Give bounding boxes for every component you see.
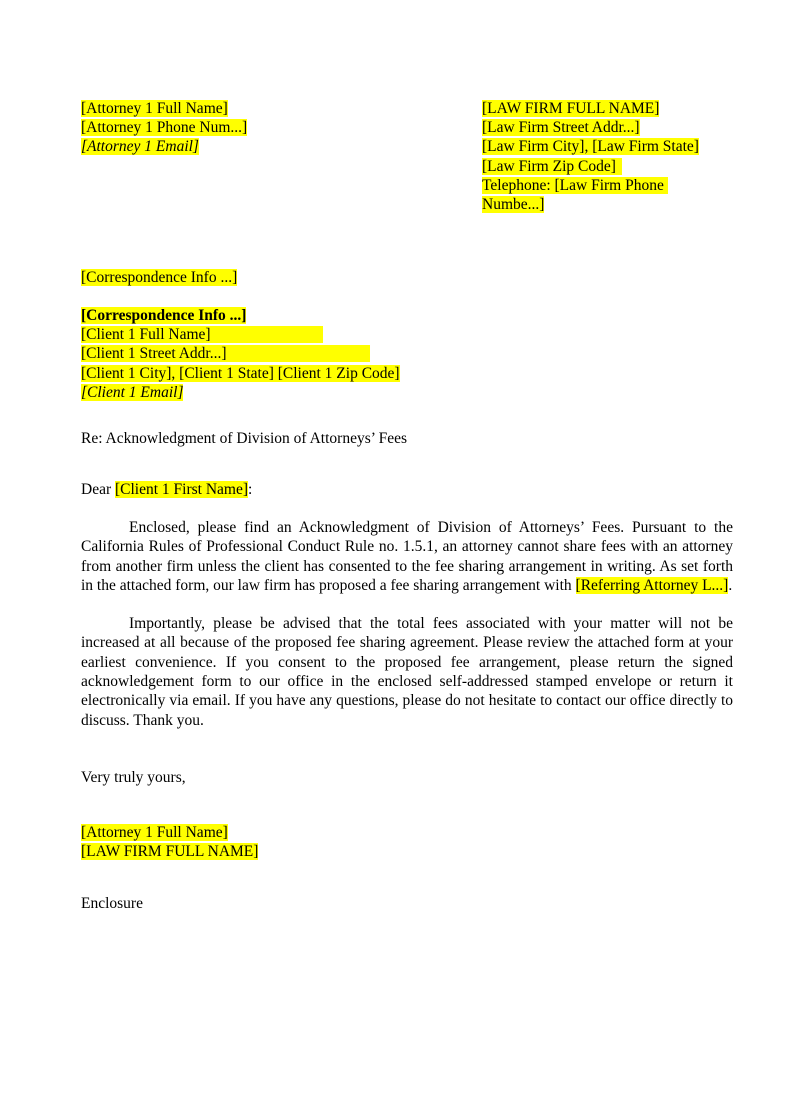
subject-line (81, 429, 407, 448)
correspondence-date-line (81, 268, 237, 287)
firm-telephone-field-part2: Numbe...] (482, 196, 545, 214)
enclosure-note: Enclosure (81, 895, 143, 912)
firm-zip-field: [Law Firm Zip Code] (482, 158, 622, 175)
salutation-punctuation: : (248, 481, 253, 498)
body-paragraph-1-text-b: . (728, 576, 733, 594)
firm-address-block (482, 99, 717, 214)
client-email-line (81, 383, 501, 402)
attorney-phone-line (81, 118, 421, 137)
letter-body (81, 518, 733, 730)
client-street-field: [Client 1 Street Addr...] (81, 345, 370, 362)
attorney-contact-block (81, 99, 421, 157)
client-first-name-field: [Client 1 First Name] (115, 481, 249, 498)
attorney-email-line (81, 137, 421, 156)
firm-city-state-line (482, 137, 717, 156)
correspondence-delivery-line (81, 306, 501, 325)
client-name-line (81, 325, 501, 344)
signer-firm-line (81, 842, 258, 861)
subject-label: Re: (81, 430, 106, 447)
firm-full-name-field: [LAW FIRM FULL NAME] (482, 100, 660, 117)
valediction-line: Very truly yours, (81, 769, 186, 786)
signer-firm-name-field: [LAW FIRM FULL NAME] (81, 843, 259, 861)
attorney-email-field: [Attorney 1 Email] (81, 138, 199, 156)
firm-city-state-field: [Law Firm City], [Law Firm State] (482, 138, 699, 156)
correspondence-delivery-field: [Correspondence Info ...] (81, 307, 247, 324)
signature-block (81, 823, 258, 861)
client-city-state-zip-field: [Client 1 City], [Client 1 State] [Client 1 Zip Code] (81, 364, 400, 382)
recipient-address-block (81, 306, 501, 402)
attorney-full-name-field: [Attorney 1 Full Name] (81, 100, 228, 117)
signer-attorney-name-field: [Attorney 1 Full Name] (81, 824, 228, 841)
referring-attorney-field: [Referring Attorney L...] (575, 576, 729, 594)
attorney-phone-field: [Attorney 1 Phone Num...] (81, 119, 248, 137)
firm-zip-line (482, 157, 717, 176)
client-email-field: [Client 1 Email] (81, 383, 184, 401)
subject-text: Acknowledgment of Division of Attorneys’ Fees (105, 430, 408, 447)
client-city-state-zip-line (81, 364, 501, 383)
firm-name-line (482, 99, 717, 118)
firm-street-line (482, 118, 717, 137)
salutation-line (81, 480, 252, 499)
firm-telephone-line-2 (482, 195, 717, 214)
attorney-name-line (81, 99, 421, 118)
body-paragraph-2: Importantly, please be advised that the total fees associated with your matter will not be increased at all because of the proposed fee sharing agreement. Please review the attached form at your earliest convenience. If you consent to the proposed fee arrangement, please return the signed acknowledgement form to our office in the enclosed self-addressed stamped envelope or return it electronically via email. If you have any questions, please do not hesitate to contact our office directly to discuss. Thank you. (81, 615, 733, 729)
firm-telephone-field-part1: Telephone: [Law Firm Phone (482, 176, 668, 194)
salutation-greeting: Dear (81, 481, 115, 498)
signer-name-line (81, 823, 258, 842)
client-street-line (81, 344, 501, 363)
firm-street-field: [Law Firm Street Addr...] (482, 119, 640, 137)
correspondence-date-field: [Correspondence Info ...] (81, 269, 238, 286)
body-paragraph-1-text-a: Enclosed, please find an Acknowledgment of Division of Attorneys’ Fees. Pursuant to the California Rules of Professional Conduct Rule no. 1.5.1, an attorney cannot share fees with an attorney from another firm unless the client has consented to the fee sharing arrangement in writing. As set forth in the attached form, our law firm has proposed a fee sharing arrangement with (81, 519, 733, 594)
firm-telephone-line-1 (482, 176, 717, 195)
body-paragraph-1 (81, 518, 733, 595)
client-full-name-field: [Client 1 Full Name] (81, 326, 323, 343)
